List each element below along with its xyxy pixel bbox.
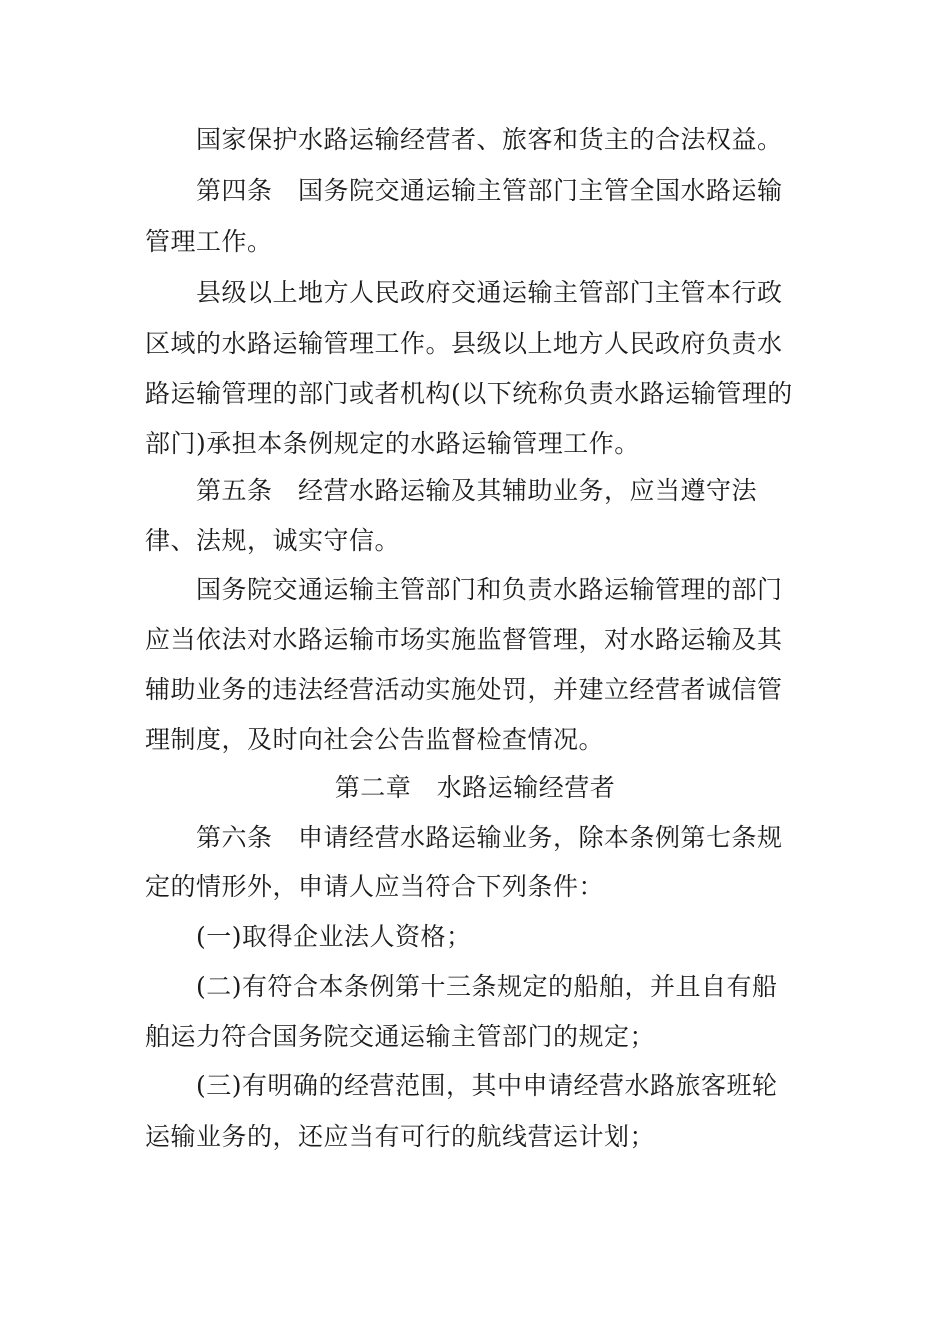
paragraph-line: 国务院交通运输主管部门和负责水路运输管理的部门 bbox=[196, 575, 783, 604]
article-5-heading-line: 第五条 经营水路运输及其辅助业务，应当遵守法 bbox=[196, 476, 758, 505]
paragraph-line: 路运输管理的部门或者机构(以下统称负责水路运输管理的 bbox=[145, 379, 793, 408]
article-6-heading-line: 第六条 申请经营水路运输业务，除本条例第七条规 bbox=[196, 823, 783, 852]
paragraph-line: 辅助业务的违法经营活动实施处罚，并建立经营者诚信管 bbox=[145, 675, 783, 704]
paragraph-line: 国家保护水路运输经营者、旅客和货主的合法权益。 bbox=[196, 125, 783, 154]
paragraph-line: 律、法规，诚实守信。 bbox=[145, 526, 401, 555]
paragraph-line: 舶运力符合国务院交通运输主管部门的规定； bbox=[145, 1022, 656, 1051]
paragraph-line: 运输业务的，还应当有可行的航线营运计划； bbox=[145, 1122, 656, 1151]
list-item-line: (一)取得企业法人资格； bbox=[196, 922, 472, 951]
paragraph-line: 管理工作。 bbox=[145, 227, 273, 256]
paragraph-line: 定的情形外，申请人应当符合下列条件： bbox=[145, 872, 605, 901]
paragraph-line: 应当依法对水路运输市场实施监督管理，对水路运输及其 bbox=[145, 625, 783, 654]
list-item-line: (三)有明确的经营范围，其中申请经营水路旅客班轮 bbox=[196, 1071, 778, 1100]
paragraph-line: 部门)承担本条例规定的水路运输管理工作。 bbox=[145, 429, 640, 458]
paragraph-line: 理制度，及时向社会公告监督检查情况。 bbox=[145, 725, 605, 754]
article-4-heading-line: 第四条 国务院交通运输主管部门主管全国水路运输 bbox=[196, 176, 783, 205]
chapter-heading: 第二章 水路运输经营者 bbox=[334, 773, 616, 802]
paragraph-line: 县级以上地方人民政府交通运输主管部门主管本行政 bbox=[196, 278, 783, 307]
paragraph-line: 区域的水路运输管理工作。县级以上地方人民政府负责水 bbox=[145, 329, 783, 358]
list-item-line: (二)有符合本条例第十三条规定的船舶，并且自有船 bbox=[196, 972, 778, 1001]
